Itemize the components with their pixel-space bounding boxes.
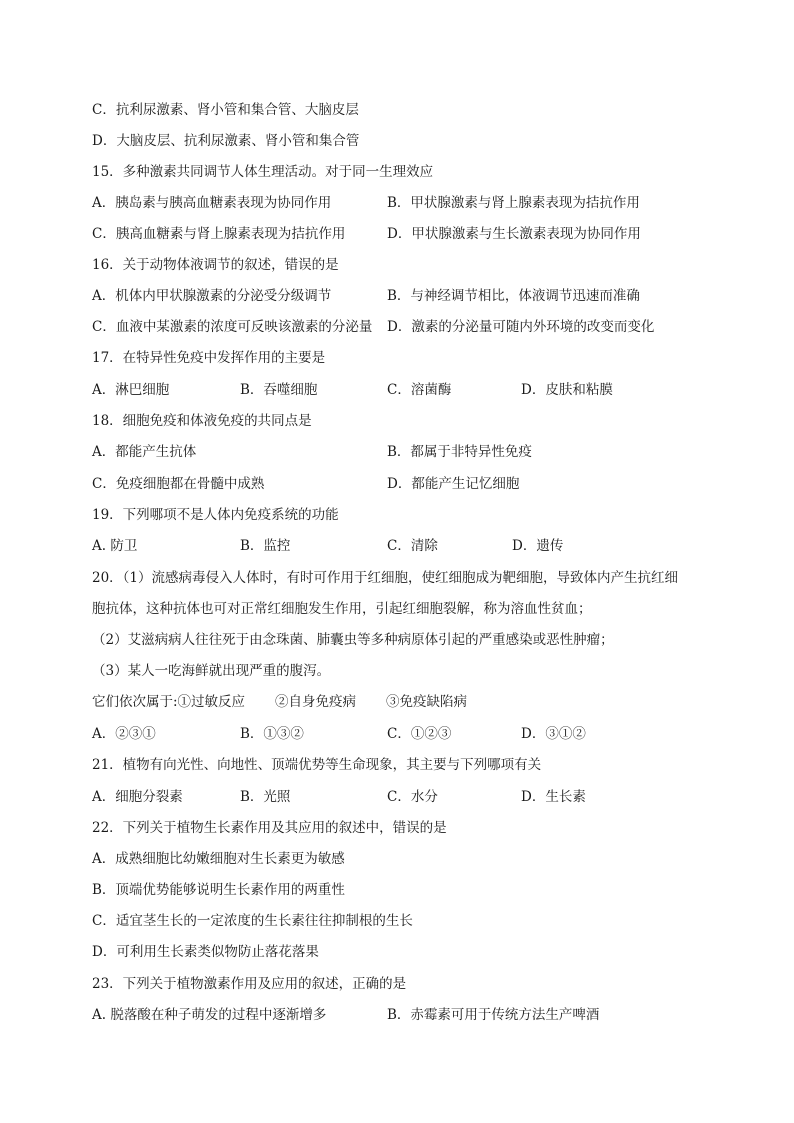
q19-stem: 19．下列哪项不是人体内免疫系统的功能: [92, 507, 339, 523]
q20-stem-line-1: 20．（1）流感病毒侵入人体时，有时可作用于红细胞，使红细胞成为靶细胞，导致体内产生抗红细: [92, 570, 679, 586]
q20-classification-3: ③免疫缺陷病: [386, 694, 467, 710]
q20-option-c: C．①②③: [387, 726, 452, 742]
q15-stem: 15．多种激素共同调节人体生理活动。对于同一生理效应: [92, 164, 434, 180]
q17-option-b: B．吞噬细胞: [240, 382, 318, 398]
q20-classification-1: 它们依次属于:①过敏反应: [92, 694, 246, 710]
q22-option-b: B．顶端优势能够说明生长素作用的两重性: [92, 882, 345, 898]
q15-option-b: B．甲状腺激素与肾上腺素表现为拮抗作用: [387, 195, 640, 211]
q20-option-b: B．①③②: [240, 726, 304, 742]
q19-option-a: A. 防卫: [92, 538, 138, 554]
q17-stem: 17．在特异性免疫中发挥作用的主要是: [92, 350, 326, 366]
q18-stem: 18．细胞免疫和体液免疫的共同点是: [92, 413, 312, 429]
q19-option-b: B．监控: [240, 538, 291, 554]
q19-option-d: D．遗传: [512, 538, 564, 554]
q20-item-2: （2）艾滋病病人往往死于由念珠菌、肺囊虫等多种病原体引起的严重感染或恶性肿瘤；: [92, 632, 614, 648]
q20-stem-line-2: 胞抗体，这种抗体也可对正常红细胞发生作用，引起红细胞裂解，称为溶血性贫血；: [92, 601, 592, 617]
q14-option-c: C．抗利尿激素、肾小管和集合管、大脑皮层: [92, 102, 359, 118]
q22-stem: 22．下列关于植物生长素作用及其应用的叙述中，错误的是: [92, 820, 447, 836]
q20-classification-2: ②自身免疫病: [275, 694, 356, 710]
q20-option-a: A．②③①: [92, 726, 156, 742]
q20-option-d: D．③①②: [521, 726, 586, 742]
q22-option-d: D．可利用生长素类似物防止落花落果: [92, 944, 319, 960]
q18-option-a: A．都能产生抗体: [92, 444, 197, 460]
q15-option-d: D．甲状腺激素与生长激素表现为协同作用: [387, 226, 641, 242]
q15-option-c: C．胰高血糖素与肾上腺素表现为拮抗作用: [92, 226, 346, 242]
q17-option-a: A．淋巴细胞: [92, 382, 170, 398]
q17-option-c: C．溶菌酶: [387, 382, 452, 398]
q17-option-d: D．皮肤和粘膜: [521, 382, 613, 398]
q21-option-d: D．生长素: [521, 789, 586, 805]
q19-option-c: C．清除: [387, 538, 438, 554]
q22-option-c: C．适宜茎生长的一定浓度的生长素往往抑制根的生长: [92, 913, 413, 929]
q16-option-a: A．机体内甲状腺激素的分泌受分级调节: [92, 288, 332, 304]
q18-option-d: D．都能产生记忆细胞: [387, 476, 520, 492]
q16-option-b: B．与神经调节相比，体液调节迅速而准确: [387, 288, 640, 304]
q23-stem: 23．下列关于植物激素作用及应用的叙述，正确的是: [92, 976, 407, 992]
q16-option-c: C．血液中某激素的浓度可反映该激素的分泌量: [92, 319, 373, 335]
q22-option-a: A．成熟细胞比幼嫩细胞对生长素更为敏感: [92, 851, 345, 867]
q16-stem: 16．关于动物体液调节的叙述，错误的是: [92, 257, 339, 273]
q18-option-c: C．免疫细胞都在骨髓中成熟: [92, 476, 265, 492]
q21-option-a: A．细胞分裂素: [92, 789, 183, 805]
q23-option-a: A. 脱落酸在种子萌发的过程中逐渐增多: [92, 1007, 327, 1023]
q16-option-d: D．激素的分泌量可随内外环境的改变而变化: [387, 319, 655, 335]
q21-option-c: C．水分: [387, 789, 438, 805]
q20-item-3: （3）某人一吃海鲜就出现严重的腹泻。: [92, 663, 331, 679]
q15-option-a: A．胰岛素与胰高血糖素表现为协同作用: [92, 195, 332, 211]
q18-option-b: B．都属于非特异性免疫: [387, 444, 532, 460]
q21-option-b: B．光照: [240, 789, 291, 805]
q14-option-d: D．大脑皮层、抗利尿激素、肾小管和集合管: [92, 133, 360, 149]
q21-stem: 21．植物有向光性、向地性、顶端优势等生命现象，其主要与下列哪项有关: [92, 757, 542, 773]
q23-option-b: B．赤霉素可用于传统方法生产啤酒: [387, 1007, 600, 1023]
